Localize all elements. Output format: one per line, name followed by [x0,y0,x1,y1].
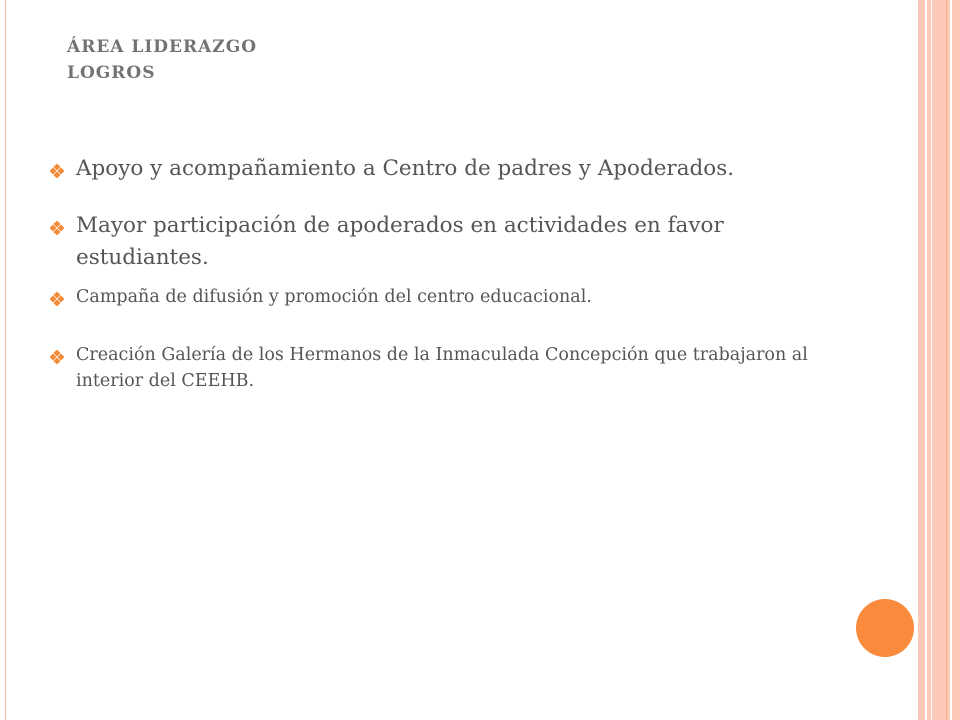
diamond-bullet-icon [50,292,64,306]
stripe-divider [950,0,952,720]
bullet-text: Campaña de difusión y promoción del centro educacional. [76,287,592,307]
bullet-item [50,153,850,185]
slide-title [67,34,257,86]
diamond-bullet-icon [50,221,64,235]
orange-circle-decoration [856,599,914,657]
bullet-item [50,284,850,310]
title-line: ÁREA LIDERAZGO [67,37,258,57]
left-border-line [5,0,6,720]
stripe-divider [925,0,927,720]
bullet-text: Mayor participación de apoderados en actividades en favor estudiantes. [76,213,724,270]
diamond-bullet-icon [50,164,64,178]
title-line: LOGROS [67,63,156,83]
bullet-text: Apoyo y acompañamiento a Centro de padres y Apoderados. [76,156,735,181]
bullet-list [50,153,850,394]
bullet-text: Creación Galería de los Hermanos de la Inmaculada Concepción que trabajaron al interior del CEEHB. [76,345,808,391]
bullet-item [50,342,850,394]
bullet-item [50,210,850,274]
stripe-divider [931,0,932,720]
stripe-divider [946,0,947,720]
diamond-bullet-icon [50,350,64,364]
